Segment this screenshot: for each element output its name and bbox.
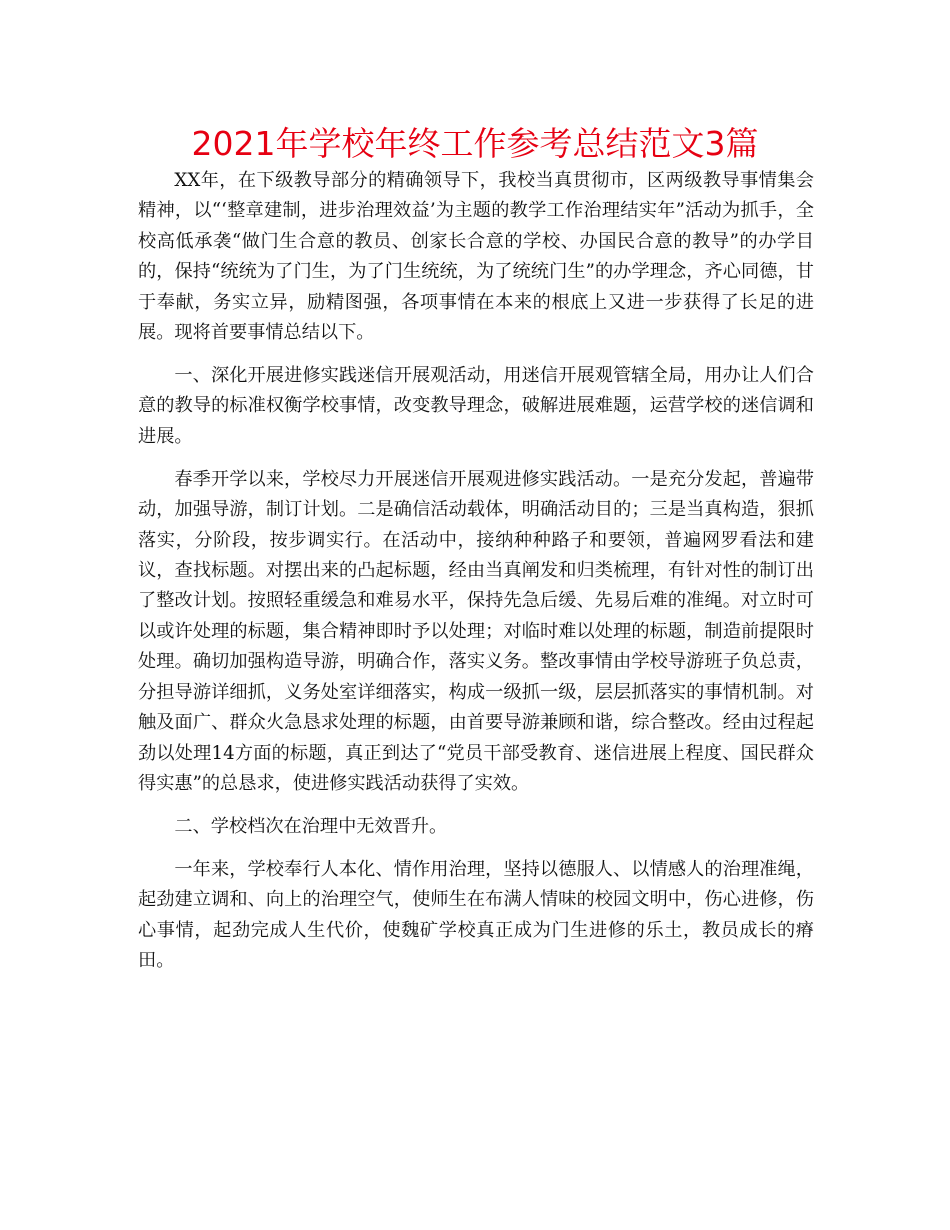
paragraph-section-1: 一、深化开展进修实践迷信开展观活动，用迷信开展观管辖全局，用办让人们合意的教导的标准权衡学校事情，改变教导理念，破解进展难题，运营学校的迷信调和进展。 bbox=[138, 365, 814, 447]
paragraph-section-1-detail: 春季开学以来，学校尽力开展迷信开展观进修实践活动。一是充分发起，普遍带动，加强导游，制订计划。二是确信活动载体，明确活动目的；三是当真构造，狠抓落实，分阶段，按步调实行。在活动中，接纳种种路子和要领，普遍网罗看法和建议，查找标题。对摆出来的凸起标题，经由当真阐发和归类梳理，有针对性的制订出了整改计划。按照轻重缓急和难易水平，保持先急后缓、先易后难的准绳。对立时可以或许处理的标题，集合精神即时予以处理；对临时难以处理的标题，制造前提限时处理。确切加强构造导游，明确合作，落实义务。整改事情由学校导游班子负总责，分担导游详细抓，义务处室详细落实，构成一级抓一级，层层抓落实的事情机制。对触及面广、群众火急恳求处理的标题，由首要导游兼顾和谐，综合整改。经由过程起劲以处理14方面的标题，真正到达了“党员干部受教育、迷信进展上程度、国民群众得实惠”的总恳求，使进修实践活动获得了实效。 bbox=[138, 468, 814, 794]
paragraph-intro: XX年，在下级教导部分的精确领导下，我校当真贯彻市，区两级教导事情集会精神，以“‘整章建制，进步治理效益’为主题的教学工作治理结实年”活动为抓手，全校高低承袭“做门生合意的教员、创家长合意的学校、办国民合意的教导”的办学目的，保持“统统为了门生，为了门生统统，为了统统门生”的办学理念，齐心同德，甘于奉献，务实立异，励精图强，各项事情在本来的根底上又进一步获得了长足的进展。现将首要事情总结以下。 bbox=[138, 170, 814, 344]
document-title: 2021年学校年终工作参考总结范文3篇 bbox=[191, 124, 759, 163]
document-body bbox=[138, 166, 814, 989]
paragraph-section-2: 二、学校档次在治理中无效晋升。 bbox=[174, 815, 448, 837]
paragraph-section-2-detail: 一年来，学校奉行人本化、情作用治理，坚持以德服人、以情感人的治理准绳，起劲建立调和、向上的治理空气，使师生在布满人情味的校园文明中，伤心进修，伤心事情，起劲完成人生代价，使魏矿学校真正成为门生进修的乐土，教员成长的瘠田。 bbox=[138, 858, 814, 972]
